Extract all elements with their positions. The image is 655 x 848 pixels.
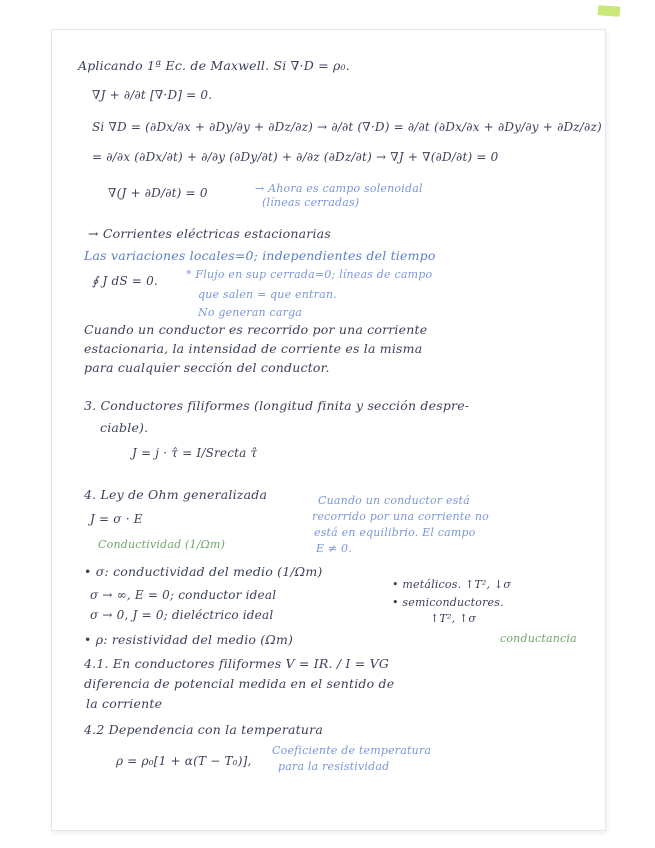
line-ideal-conductor: σ → ∞, E = 0; conductor ideal bbox=[90, 588, 277, 602]
line-rho: • ρ: resistividad del medio (Ωm) bbox=[84, 632, 294, 647]
line-semiconductors: • semiconductores. bbox=[392, 596, 504, 609]
line-filiform-2: ciable). bbox=[100, 420, 149, 435]
note-equilibrium-4: E ≠ 0. bbox=[316, 542, 352, 555]
formula-resistivity: ρ = ρ₀[1 + α(T − T₀)], bbox=[116, 754, 252, 768]
line-potential-2: la corriente bbox=[86, 696, 163, 711]
line-local-variations: Las variaciones locales=0; independientes del tiempo bbox=[84, 248, 436, 263]
heading-stationary-currents: → Corrientes eléctricas estacionarias bbox=[88, 226, 331, 241]
note-conductivity: Conductividad (1/Ωm) bbox=[98, 538, 226, 551]
note-equilibrium-1: Cuando un conductor está bbox=[318, 494, 470, 507]
line-filiform-ohm: 4.1. En conductores filiformes V = IR. / I = VG bbox=[84, 656, 389, 671]
note-equilibrium-2: recorrido por una corriente no bbox=[312, 510, 489, 523]
line-conductor-1: Cuando un conductor es recorrido por una corriente bbox=[84, 322, 428, 337]
formula-ohm: J = σ · E bbox=[90, 512, 143, 526]
line-metals: • metálicos. ↑T², ↓σ bbox=[392, 578, 512, 591]
tape-strip bbox=[598, 5, 621, 17]
formula-current-density: J = j · τ̂ = I/Srecta τ̂ bbox=[132, 446, 258, 460]
heading-ohm-law: 4. Ley de Ohm generalizada bbox=[84, 487, 268, 502]
note-solenoidal: → Ahora es campo solenoidal bbox=[255, 182, 423, 195]
line-semiconductors-trend: ↑T², ↑σ bbox=[430, 612, 477, 625]
line-expansion: = ∂/∂x (∂Dx/∂t) + ∂/∂y (∂Dy/∂t) + ∂/∂z (∂Dz/∂t) → ∇J + ∇(∂D/∂t) = 0 bbox=[92, 150, 499, 164]
line-continuity: ∇J + ∂/∂t [∇·D] = 0. bbox=[92, 88, 213, 102]
line-conductor-3: para cualquier sección del conductor. bbox=[84, 360, 330, 375]
line-sigma: • σ: conductividad del medio (1/Ωm) bbox=[84, 564, 323, 579]
note-equilibrium-3: está en equilibrio. El campo bbox=[314, 526, 476, 539]
heading-temperature: 4.2 Dependencia con la temperatura bbox=[84, 722, 323, 737]
line-divergence: Si ∇D = (∂Dx/∂x + ∂Dy/∂y + ∂Dz/∂z) → ∂/∂t (∇·D) = ∂/∂t (∂Dx/∂x + ∂Dy/∂y + ∂Dz/∂z) bbox=[92, 120, 602, 134]
note-temp-coefficient: Coeficiente de temperatura bbox=[272, 744, 432, 757]
line-solenoidal: ∇(J + ∂D/∂t) = 0 bbox=[108, 186, 208, 200]
line-closed-flux: ∮ J dS = 0. bbox=[92, 274, 158, 288]
line-ideal-dielectric: σ → 0, J = 0; dieléctrico ideal bbox=[90, 608, 274, 622]
note-in-out: que salen = que entran. bbox=[198, 288, 337, 301]
note-flux: * Flujo en sup cerrada=0; líneas de campo bbox=[186, 268, 433, 281]
note-closed-lines: (líneas cerradas) bbox=[262, 196, 360, 209]
line-maxwell: Aplicando 1ª Ec. de Maxwell. Si ∇·D = ρ₀. bbox=[78, 58, 350, 73]
note-conductance: conductancia bbox=[500, 632, 577, 645]
note-no-charge: No generan carga bbox=[198, 306, 303, 319]
heading-filiform: 3. Conductores filiformes (longitud finita y sección despre- bbox=[84, 398, 470, 413]
note-for-resistivity: para la resistividad bbox=[278, 760, 390, 773]
line-potential-1: diferencia de potencial medida en el sentido de bbox=[84, 676, 395, 691]
line-conductor-2: estacionaria, la intensidad de corriente es la misma bbox=[84, 341, 423, 356]
